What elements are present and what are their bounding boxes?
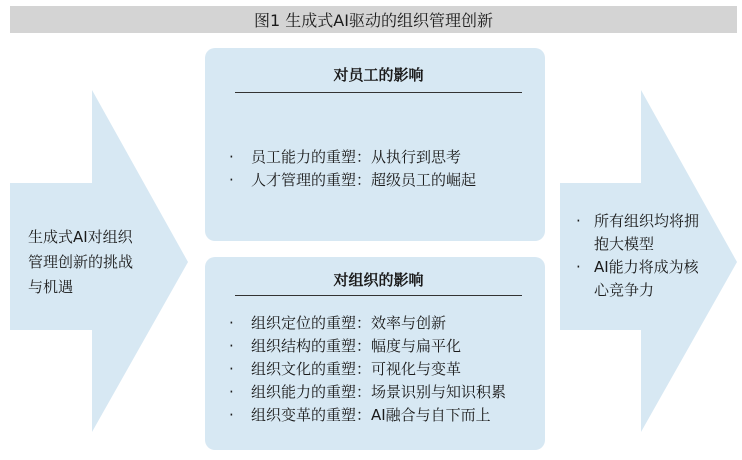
list-item-text: 组织能力的重塑：场景识别与知识积累: [251, 383, 507, 401]
list-item-text: AI能力将成为核心竞争力: [594, 258, 699, 299]
list-item: [227, 404, 532, 427]
list-item-text: 所有组织均将拥抱大模型: [594, 212, 700, 253]
bullet-icon: ·: [229, 360, 234, 378]
left-arrow-text: [28, 225, 160, 300]
bullet-icon: ·: [229, 383, 234, 401]
organization-panel-divider: [235, 295, 522, 296]
employee-impact-list: [227, 146, 532, 192]
bullet-icon: ·: [229, 314, 234, 332]
right-arrow-list: [572, 210, 712, 302]
list-item-text: 组织定位的重塑：效率与创新: [251, 314, 447, 332]
list-item-text: 组织结构的重塑：幅度与扁平化: [251, 337, 462, 355]
list-item: [572, 256, 712, 302]
left-arrow-line: 管理创新的挑战: [28, 253, 134, 271]
list-item-text: 员工能力的重塑：从执行到思考: [251, 148, 462, 166]
employee-impact-panel: [205, 48, 545, 241]
bullet-icon: ·: [229, 337, 234, 355]
list-item-text: 组织变革的重塑：AI融合与自下而上: [251, 406, 491, 424]
list-item-text: 人才管理的重塑：超级员工的崛起: [251, 171, 477, 189]
list-item: [227, 312, 532, 335]
list-item: [227, 335, 532, 358]
organization-impact-list: [227, 312, 532, 427]
bullet-icon: ·: [576, 258, 581, 276]
list-item: [227, 358, 532, 381]
organization-impact-panel: [205, 257, 545, 450]
employee-panel-divider: [235, 92, 522, 93]
bullet-icon: ·: [576, 212, 581, 230]
employee-panel-title: 对员工的影响: [333, 66, 424, 84]
list-item-text: 组织文化的重塑：可视化与变革: [251, 360, 462, 378]
list-item: [227, 169, 532, 192]
list-item: [572, 210, 712, 256]
left-arrow-line: 与机遇: [28, 278, 74, 296]
bullet-icon: ·: [229, 406, 234, 424]
list-item: [227, 146, 532, 169]
organization-panel-title: 对组织的影响: [333, 271, 424, 289]
figure-title: 图1 生成式AI驱动的组织管理创新: [10, 6, 737, 33]
bullet-icon: ·: [229, 148, 234, 166]
list-item: [227, 381, 532, 404]
bullet-icon: ·: [229, 171, 234, 189]
left-arrow-line: 生成式AI对组织: [28, 228, 133, 246]
